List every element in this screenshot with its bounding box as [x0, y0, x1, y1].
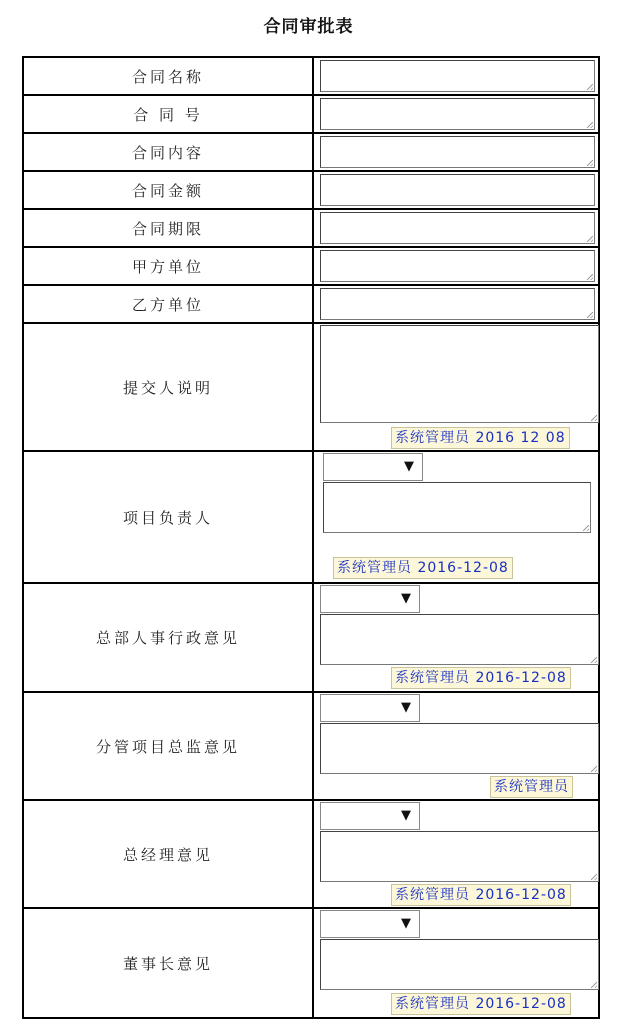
resize-handle[interactable] [591, 657, 597, 663]
hq-hr-comment-textarea[interactable] [320, 614, 599, 665]
field-label: 合 同 号 [23, 95, 313, 133]
field-label: 甲方单位 [23, 247, 313, 285]
submitter-signature: 系统管理员 2016 12 08 [391, 427, 570, 449]
form-row-project-lead [23, 451, 599, 583]
dropdown-arrow-icon: ▼ [401, 916, 411, 931]
chairman-signature: 系统管理员 2016-12-08 [391, 993, 571, 1015]
resize-handle[interactable] [587, 236, 593, 242]
page-title: 合同审批表 [263, 17, 354, 37]
field-label: 合同金额 [23, 171, 313, 209]
form-row-contract-amount [23, 171, 599, 209]
form-row-contract-term [23, 209, 599, 247]
field-label: 项目负责人 [23, 451, 313, 583]
resize-handle[interactable] [587, 312, 593, 318]
chairman-comment-textarea[interactable] [320, 939, 599, 990]
approval-form-table [22, 56, 600, 1019]
form-row-gm-opinion [23, 800, 599, 908]
contract-amount-input[interactable] [320, 174, 595, 206]
resize-handle[interactable] [587, 122, 593, 128]
form-row-director-opinion [23, 692, 599, 800]
hq-hr-decision-select[interactable] [320, 585, 420, 613]
hq-hr-signature: 系统管理员 2016-12-08 [391, 667, 571, 689]
party-b-input[interactable] [320, 288, 595, 320]
project-lead-signature: 系统管理员 2016-12-08 [333, 557, 513, 579]
form-row-contract-name [23, 57, 599, 95]
field-label: 提交人说明 [23, 323, 313, 451]
director-signature: 系统管理员 [490, 776, 573, 798]
party-a-input[interactable] [320, 250, 595, 282]
project-lead-decision-select[interactable] [323, 453, 423, 481]
director-comment-textarea[interactable] [320, 723, 599, 774]
form-row-submitter-note [23, 323, 599, 451]
field-label: 乙方单位 [23, 285, 313, 323]
field-label: 董事长意见 [23, 908, 313, 1018]
dropdown-arrow-icon: ▼ [401, 808, 411, 823]
project-lead-comment-textarea[interactable] [323, 482, 591, 533]
resize-handle[interactable] [587, 160, 593, 166]
field-label: 分管项目总监意见 [23, 692, 313, 800]
field-label: 总经理意见 [23, 800, 313, 908]
field-label: 总部人事行政意见 [23, 583, 313, 692]
contract-name-input[interactable] [320, 60, 595, 92]
dropdown-arrow-icon: ▼ [401, 700, 411, 715]
field-label: 合同期限 [23, 209, 313, 247]
gm-decision-select[interactable] [320, 802, 420, 830]
contract-term-input[interactable] [320, 212, 595, 244]
gm-comment-textarea[interactable] [320, 831, 599, 882]
form-row-hq-hr-opinion [23, 583, 599, 692]
form-row-contract-number [23, 95, 599, 133]
form-row-contract-content [23, 133, 599, 171]
submitter-note-textarea[interactable] [320, 325, 599, 423]
director-decision-select[interactable] [320, 694, 420, 722]
field-label: 合同内容 [23, 133, 313, 171]
resize-handle[interactable] [591, 766, 597, 772]
dropdown-arrow-icon: ▼ [404, 459, 414, 474]
chairman-decision-select[interactable] [320, 910, 420, 938]
resize-handle[interactable] [591, 982, 597, 988]
resize-handle[interactable] [587, 84, 593, 90]
form-row-party-b [23, 285, 599, 323]
resize-handle[interactable] [591, 415, 597, 421]
form-row-chairman-opinion [23, 908, 599, 1018]
resize-handle[interactable] [591, 874, 597, 880]
contract-content-input[interactable] [320, 136, 595, 168]
gm-signature: 系统管理员 2016-12-08 [391, 884, 571, 906]
dropdown-arrow-icon: ▼ [401, 591, 411, 606]
form-row-party-a [23, 247, 599, 285]
contract-number-input[interactable] [320, 98, 595, 130]
resize-handle[interactable] [587, 274, 593, 280]
resize-handle[interactable] [583, 525, 589, 531]
field-label: 合同名称 [23, 57, 313, 95]
